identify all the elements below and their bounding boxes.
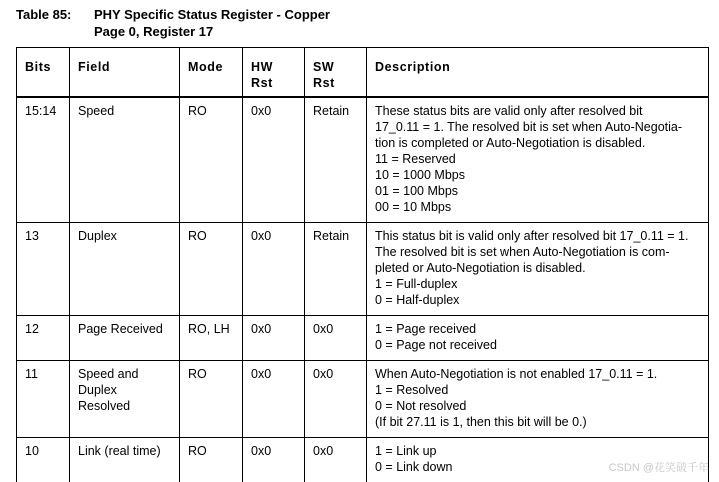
header-field: Field bbox=[70, 48, 180, 98]
cell-hw-rst: 0x0 bbox=[243, 97, 305, 223]
cell-sw-rst: 0x0 bbox=[305, 438, 367, 482]
table-title: PHY Specific Status Register - Copper bbox=[94, 7, 330, 23]
cell-description bbox=[367, 361, 709, 438]
description-line: This status bit is valid only after resolved bit 17_0.11 = 1. bbox=[375, 228, 700, 244]
cell-sw-rst: 0x0 bbox=[305, 361, 367, 438]
description-line: 0 = Not resolved bbox=[375, 398, 700, 414]
description-line: (If bit 27.11 is 1, then this bit will be 0.) bbox=[375, 414, 700, 430]
table-row bbox=[17, 223, 709, 316]
cell-description bbox=[367, 223, 709, 316]
cell-mode: RO bbox=[180, 438, 243, 482]
header-mode: Mode bbox=[180, 48, 243, 98]
description-line: 0 = Half-duplex bbox=[375, 292, 700, 308]
cell-field: Speed bbox=[70, 97, 180, 223]
cell-bits: 12 bbox=[17, 316, 70, 361]
header-sw-rst-line2: Rst bbox=[313, 75, 358, 91]
cell-bits: 10 bbox=[17, 438, 70, 482]
description-line: 0 = Page not received bbox=[375, 337, 700, 353]
table-number: Table 85: bbox=[16, 7, 71, 23]
table-row bbox=[17, 438, 709, 482]
cell-bits: 15:14 bbox=[17, 97, 70, 223]
cell-field: Link (real time) bbox=[70, 438, 180, 482]
cell-hw-rst: 0x0 bbox=[243, 438, 305, 482]
cell-sw-rst: Retain bbox=[305, 97, 367, 223]
cell-sw-rst: 0x0 bbox=[305, 316, 367, 361]
description-line: tion is completed or Auto-Negotiation is disabled. bbox=[375, 135, 700, 151]
description-line: 10 = 1000 Mbps bbox=[375, 167, 700, 183]
cell-mode: RO bbox=[180, 97, 243, 223]
description-line: 1 = Link up bbox=[375, 443, 700, 459]
cell-mode: RO bbox=[180, 223, 243, 316]
cell-field bbox=[70, 361, 180, 438]
description-line: 1 = Resolved bbox=[375, 382, 700, 398]
description-line: 1 = Page received bbox=[375, 321, 700, 337]
description-line: 17_0.11 = 1. The resolved bit is set when Auto-Negotia- bbox=[375, 119, 700, 135]
description-line: pleted or Auto-Negotiation is disabled. bbox=[375, 260, 700, 276]
cell-description bbox=[367, 97, 709, 223]
register-table bbox=[16, 47, 709, 482]
cell-hw-rst: 0x0 bbox=[243, 316, 305, 361]
cell-field: Duplex bbox=[70, 223, 180, 316]
cell-mode: RO bbox=[180, 361, 243, 438]
description-line: The resolved bit is set when Auto-Negotiation is com- bbox=[375, 244, 700, 260]
cell-bits: 11 bbox=[17, 361, 70, 438]
cell-hw-rst: 0x0 bbox=[243, 223, 305, 316]
description-line: 1 = Full-duplex bbox=[375, 276, 700, 292]
field-line: Resolved bbox=[78, 398, 171, 414]
table-row bbox=[17, 316, 709, 361]
header-bits: Bits bbox=[17, 48, 70, 98]
header-hw-rst bbox=[243, 48, 305, 98]
cell-mode: RO, LH bbox=[180, 316, 243, 361]
table-header-row bbox=[17, 48, 709, 98]
field-line: Speed and bbox=[78, 366, 171, 382]
header-description: Description bbox=[367, 48, 709, 98]
watermark: CSDN @花笑破千年 bbox=[609, 459, 709, 475]
header-hw-rst-line2: Rst bbox=[251, 75, 296, 91]
cell-description bbox=[367, 316, 709, 361]
description-line: When Auto-Negotiation is not enabled 17_0.11 = 1. bbox=[375, 366, 700, 382]
description-line: 11 = Reserved bbox=[375, 151, 700, 167]
header-sw-rst-line1: SW bbox=[313, 59, 358, 75]
cell-bits: 13 bbox=[17, 223, 70, 316]
field-line: Duplex bbox=[78, 382, 171, 398]
table-row bbox=[17, 97, 709, 223]
table-subtitle: Page 0, Register 17 bbox=[94, 24, 213, 40]
cell-hw-rst: 0x0 bbox=[243, 361, 305, 438]
cell-field: Page Received bbox=[70, 316, 180, 361]
description-line: 01 = 100 Mbps bbox=[375, 183, 700, 199]
description-line: These status bits are valid only after resolved bit bbox=[375, 103, 700, 119]
header-sw-rst bbox=[305, 48, 367, 98]
header-hw-rst-line1: HW bbox=[251, 59, 296, 75]
cell-sw-rst: Retain bbox=[305, 223, 367, 316]
description-line: 00 = 10 Mbps bbox=[375, 199, 700, 215]
description-line: 0 = Link down bbox=[375, 459, 700, 475]
table-row bbox=[17, 361, 709, 438]
